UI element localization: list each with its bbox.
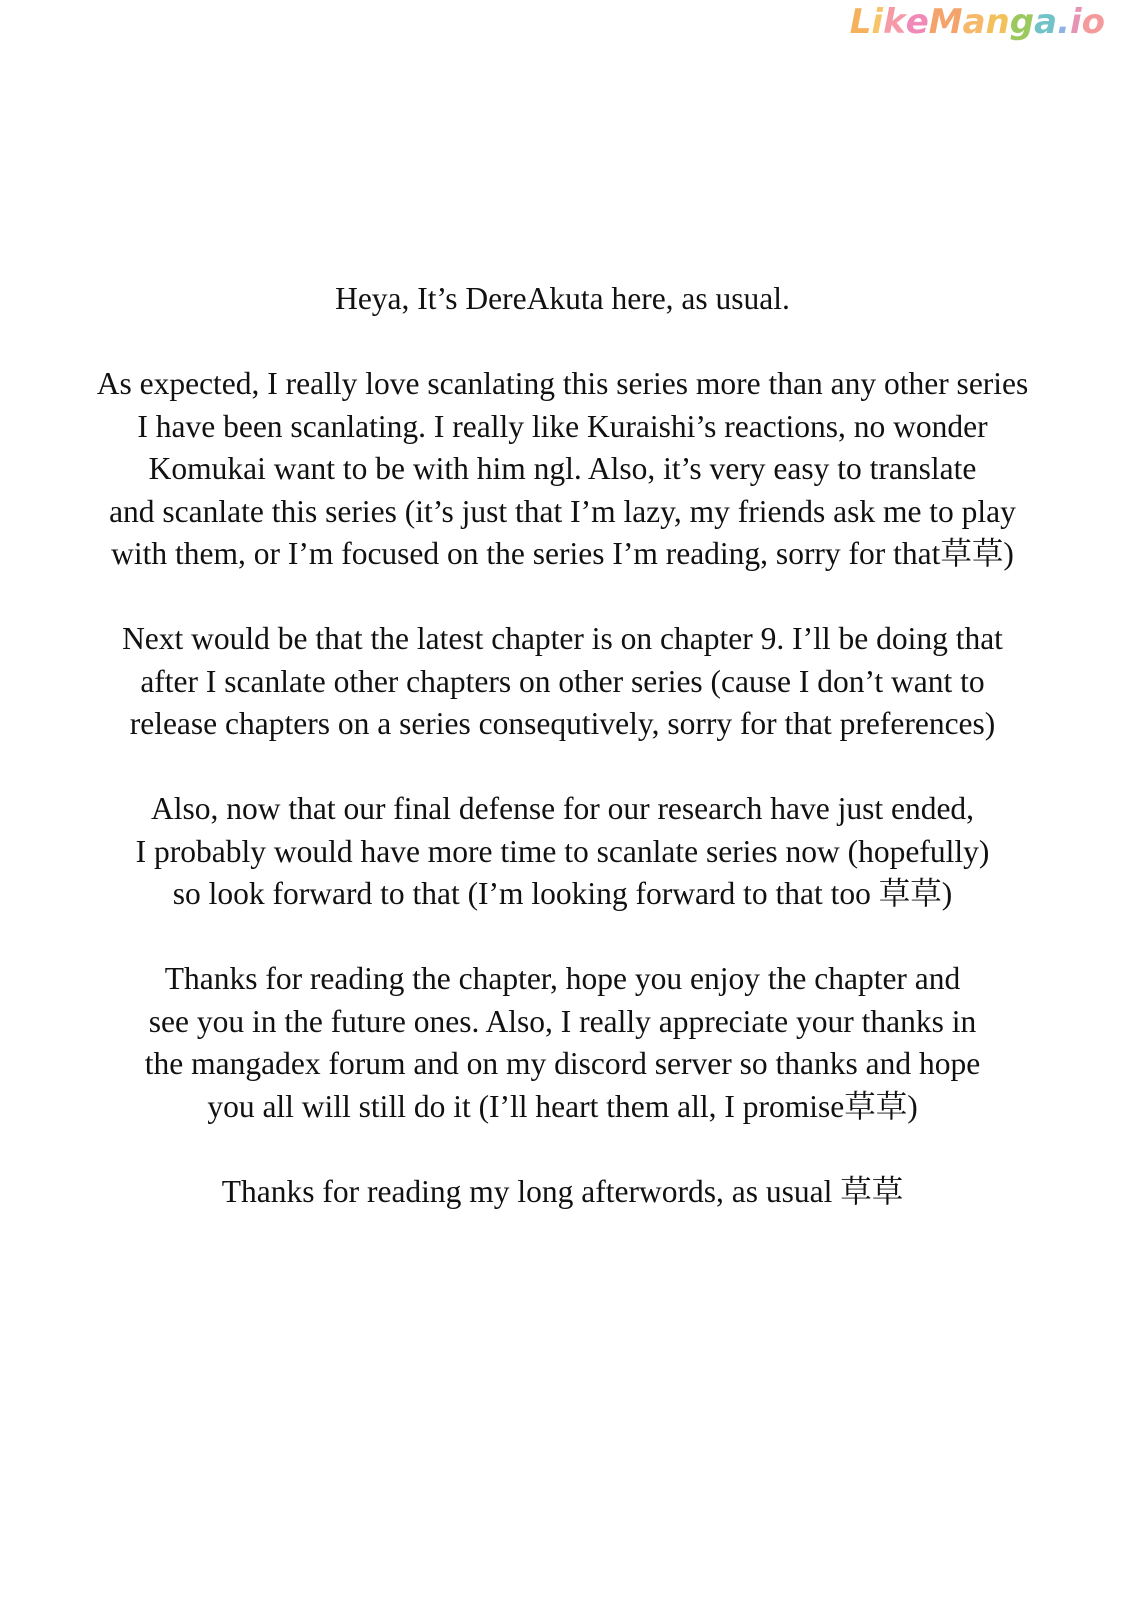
site-watermark-logo <box>850 2 1105 42</box>
afterword-line: so look forward to that (I’m looking forward to that too 草草) <box>172 876 953 911</box>
afterword-line: and scanlate this series (it’s just that I’m lazy, my friends ask me to play <box>109 493 1016 529</box>
afterword-line: with them, or I’m focused on the series I’m reading, sorry for that草草) <box>111 536 1014 571</box>
afterword-paragraph <box>0 788 1125 916</box>
afterword-paragraph <box>0 363 1125 576</box>
watermark-letter: . <box>1057 2 1070 42</box>
watermark-letter: L <box>849 2 872 42</box>
watermark-letter: a <box>1034 2 1058 42</box>
afterword-line: see you in the future ones. Also, I really appreciate your thanks in <box>148 1003 977 1039</box>
watermark-letter: k <box>883 2 906 42</box>
afterword-text <box>0 278 1125 1256</box>
afterword-line: Thanks for reading the chapter, hope you enjoy the chapter and <box>164 961 961 996</box>
afterword-line: I probably would have more time to scanlate series now (hopefully) <box>135 833 990 869</box>
watermark-letter: n <box>985 2 1010 42</box>
afterword-line: after I scanlate other chapters on other series (cause I don’t want to <box>140 663 985 699</box>
watermark-letter: o <box>1081 2 1105 42</box>
afterword-line: Also, now that our final defense for our research have just ended, <box>150 791 975 826</box>
afterword-line: release chapters on a series consequtively, sorry for that preferences) <box>129 706 996 741</box>
afterword-line: you all will still do it (I’ll heart them all, I promise草草) <box>207 1088 918 1124</box>
afterword-paragraph <box>0 278 1125 321</box>
watermark-letter: a <box>962 2 986 42</box>
afterword-line: I have been scanlating. I really like Kuraishi’s reactions, no wonder <box>137 408 988 444</box>
afterword-line: Thanks for reading my long afterwords, as usual 草草 <box>221 1173 904 1209</box>
afterword-line: As expected, I really love scanlating this series more than any other series <box>96 366 1029 401</box>
afterword-line: the mangadex forum and on my discord server so thanks and hope <box>144 1046 981 1081</box>
afterword-line: Heya, It’s DereAkuta here, as usual. <box>335 281 790 316</box>
afterword-line: Next would be that the latest chapter is on chapter 9. I’ll be doing that <box>122 621 1003 656</box>
watermark-letter: g <box>1009 2 1035 42</box>
watermark-letter: i <box>1069 2 1082 42</box>
watermark-letter: i <box>871 2 884 42</box>
afterword-paragraph <box>0 618 1125 746</box>
afterword-line: Komukai want to be with him ngl. Also, it’s very easy to translate <box>148 451 977 486</box>
afterword-paragraph <box>0 1171 1125 1214</box>
afterword-paragraph <box>0 958 1125 1128</box>
watermark-letter: e <box>905 2 929 42</box>
watermark-letter: M <box>928 2 963 42</box>
